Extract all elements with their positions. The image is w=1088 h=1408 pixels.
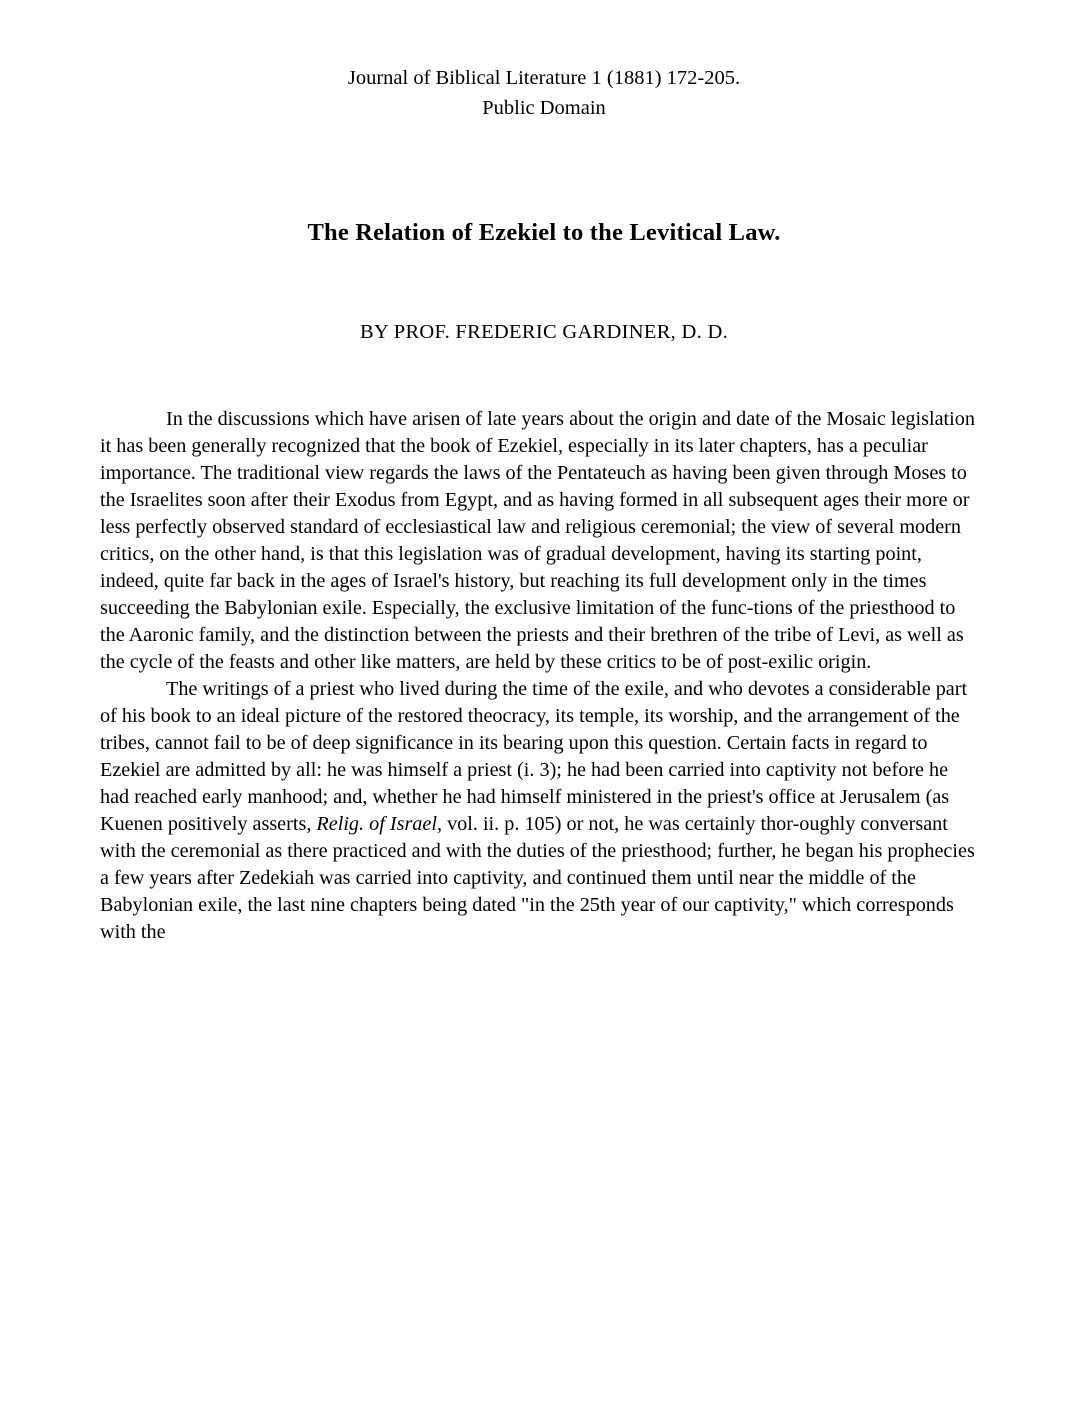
cited-work-title: Relig. of Israel,: [316, 812, 443, 835]
journal-citation: Journal of Biblical Literature 1 (1881) 172-205.: [347, 67, 741, 89]
page-title: The Relation of Ezekiel to the Levitical Law.: [307, 219, 781, 247]
author-byline: BY PROF. FREDERIC GARDINER, D. D.: [360, 321, 728, 344]
journal-header: [96, 64, 992, 123]
paragraph-2-segment-3: vol. ii. p. 105) or not, he was certainly thor-oughly conversant with the ceremonial as there practiced and with the duties of the priesthood; further, he began his prophecies a few years after Zedekiah was carried into captivity, and continued them until near the middle of the Babylonian exile, the last nine chapters being dated "in the 25th year of our captivity," which corresponds with the: [100, 812, 975, 943]
rights-statement: Public Domain: [482, 96, 606, 119]
paragraph-2: [100, 676, 978, 946]
paragraph-1: [100, 406, 978, 676]
article-body: [96, 406, 992, 945]
paragraph-1-segment-1: In the discussions which have arisen of late years about the origin and date of the Mosaic legislation it has been generally recognized that the book of Ezekiel, especially in its later chapters, has a peculiar importance. The traditional view regards the laws of the Pentateuch as having been given through Moses to the Israelites soon after their Exodus from Egypt, and as having formed in all subsequent ages their more or less perfectly observed standard of ecclesiastical law and religious ceremonial; the view of several modern critics, on the other hand, is that this legislation was of gradual development, having its starting point, indeed, quite far back in the ages of Israel's history, but reaching its full development only in the times succeeding the Babylonian exile. Especially, the exclusive limitation of the func-tions of the priesthood to the Aaronic family, and the distinction between the priests and their brethren of the tribe of Levi, as well as the cycle of the feasts and other like matters, are held by these critics to be of post-exilic origin.: [100, 408, 975, 674]
paragraph-2-segment-1: The writings of a priest who lived during the time of the exile, and who devotes a considerable part of his book to an ideal picture of the restored theocracy, its temple, its worship, and the arrangement of the tribes, cannot fail to be of deep significance in its bearing upon this question. Certain facts in regard to Ezekiel are admitted by all: he was himself a priest (i. 3); he had been carried into captivity not before he had reached early manhood; and, whether he had himself ministered in the priest's office at Jerusalem (as Kuenen positively asserts,: [100, 678, 968, 835]
